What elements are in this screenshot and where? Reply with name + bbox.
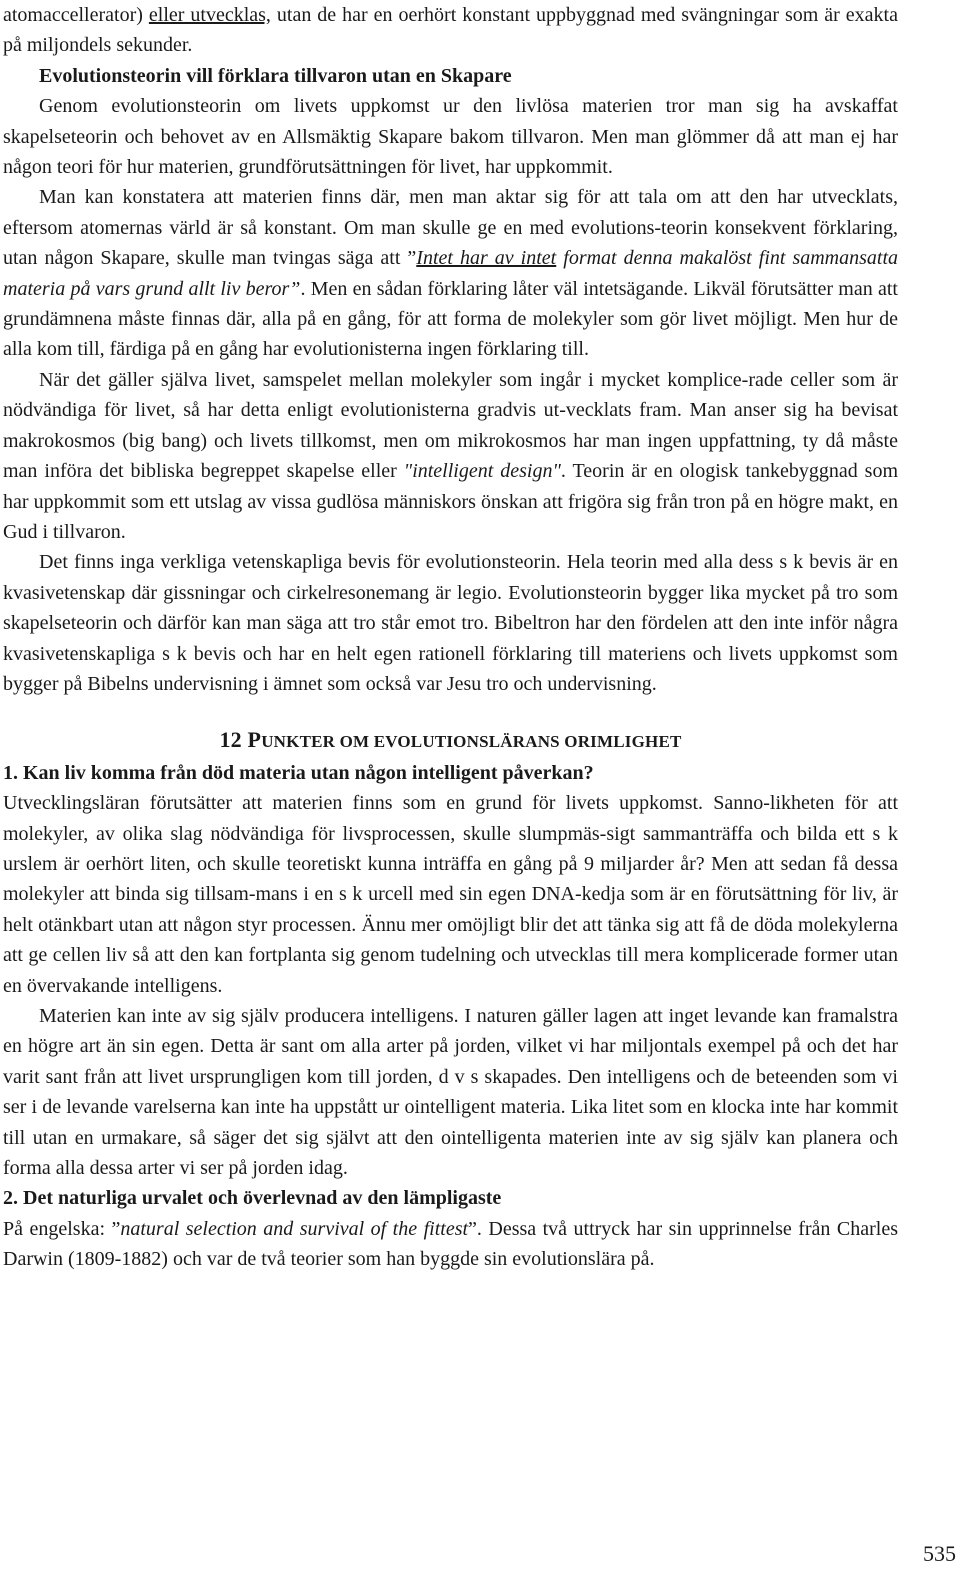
paragraph-materien [3,182,898,364]
section-title-lead: 12 P [219,727,262,753]
paragraph-intelligens: Materien kan inte av sig själv producera intelligens. I naturen gäller lagen att inget levande kan framalstra en högre art än sin egen. Detta är sant om alla arter på jorden, vilket vi har miljontals exempel på och det har varit sant från att livet ursprungligen kom till jorden, d v s skapades. Den intelligens och de beteenden som vi ser i de levande varelserna kan inte ha uppstått ur ointelligent materia. Lika litet som en klocka inte har kommit till utan en urmakare, så säger det sig självt att den ointelligenta materien inte av sig själv kan planera och forma alla dessa arter vi ser på jorden idag. [3,1005,898,1180]
text-run: ”. Dessa två uttryck har sin upprinnelse från Charles Darwin (1809-1882) och var de två teorier som han byggde sin evolutionslära på. [3,1217,898,1271]
paragraph-point-1: Utvecklingsläran förutsätter att materien finns som en grund för livets uppkomst. Sanno-likheten för att molekyler, av olika slag nödvändiga för livsprocessen, skulle slumpmäs-sigt sammanträffa och bilda ett s k urslem är oerhört liten, och skulle teoretiskt kunna inträffa en gång på 9 miljarder år? Men att sedan få dessa molekyler att binda sig tillsam-mans i en s k urcell med sin egen DNA-kedja som är en förutsättning för liv, är helt otänkbart utan att någon styr processen. Ännu mer omöjligt blir det att tänka sig att få de döda molekylerna att ge cellen liv så att den kan fortplanta sig genom tudelning och utvecklas till mera komplicerade former utan en övervakande intelligens. [3,792,898,997]
paragraph-bevis: Det finns inga verkliga vetenskapliga bevis för evolutionsteorin. Hela teorin med alla dess s k bevis är en kvasivetenskap där gissningar och cirkelresonemang är legio. Evolutionsteorin bygger lika mycket på tro som skapelseteorin och därför kan man säga att tro står emot tro. Bibeltron har den fördelen att den inte inför några kvasivetenskapliga s k bevis och har en helt egen rationell förklaring till materiens och livets uppkomst som bygger på Bibelns undervisning i ämnet som också var Jesu tro och undervisning. [3,551,898,695]
subheading-skapare: Evolutionsteorin vill förklara tillvaron utan en Skapare [39,64,512,87]
section-title-rest: UNKTER OM EVOLUTIONSLÄRANS ORIMLIGHET [261,732,682,752]
text-run: På engelska: ” [3,1217,121,1240]
italic-underlined-quote: Intet har av intet [416,247,557,270]
point-heading-2: 2. Det naturliga urvalet och överlevnad av den lämpligaste [3,1187,502,1210]
text-run: atomaccellerator) [3,4,149,26]
text-run: . Men en sådan förklaring låter väl intetsägande. Likväl förutsätter man att grundämnena måste finnas där, alla på en gång, för att forma de molekyler som gör livet möjligt. Men hur de alla kom till, färdiga på en gång har evolutionisterna ingen förklaring till. [3,277,898,361]
text-run: . Teorin är en ologisk tankebyggnad som har uppkommit som ett utslag av vissa gudlösa människors önskan att frigöra sig från tron på en högre makt, en Gud i tillvaron. [3,460,899,543]
paragraph-livet [3,365,898,547]
point-heading-1: 1. Kan liv komma från död materia utan någon intelligent påverkan? [3,761,594,784]
italic-quote: natural selection and survival of the fittest [120,1217,469,1240]
italic-quote: format denna makalöst fint sammansatta materia på vars grund allt liv beror” [3,247,899,300]
section-title [3,725,898,757]
document-page [3,0,898,1275]
paragraph-evolutionsteorin: Genom evolutionsteorin om livets uppkomst ur den livlösa materien tror man sig ha avskaffat skapelseteorin och behovet av en Allsmäktig Skapare bakom tillvaron. Men man glömmer då att man ej har någon teori för hur materien, grundförutsättningen för livet, har uppkommit. [3,95,898,179]
paragraph-intro-continuation [3,0,898,61]
italic-term: "intelligent design" [403,460,561,483]
page-number: 535 [923,1541,956,1566]
underlined-text: eller utvecklas, [148,4,271,26]
text-run: När det gäller själva livet, samspelet mellan molekyler som ingår i mycket komplice-rade celler som är nödvändiga för livet, så har detta enligt evolutionisterna gradvis ut-vecklats fram. Man anser sig ha bevisat makrokosmos (big bang) och livets tillkomst, men om mikrokosmos har man ingen uppfattning, ty då måste man införa det bibliska begreppet skapelse eller [3,368,898,483]
text-run: utan de har en oerhört konstant uppbyggnad med svängningar som är exakta på miljondels sekunder. [3,4,898,57]
text-run: Man kan konstatera att materien finns där, men man aktar sig för att tala om att den har utvecklats, eftersom atomernas värld är så konstant. Om man skulle ge en med evolutions-teorin konsekvent förklaring, utan någon Skapare, skulle man tvingas säga att ” [3,186,898,270]
paragraph-point-2 [3,1214,898,1275]
